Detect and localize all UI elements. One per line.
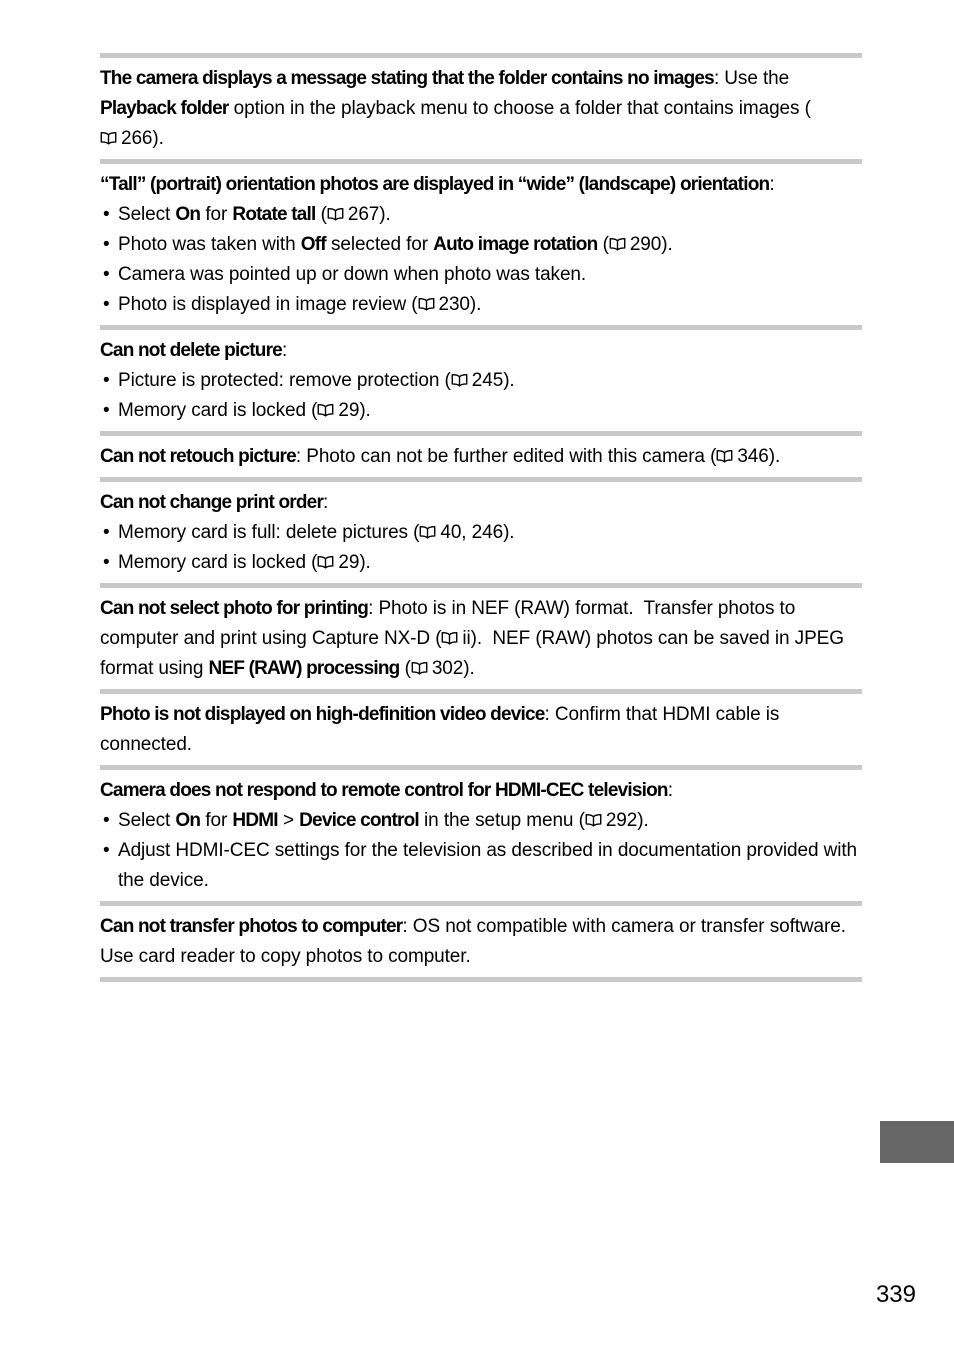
body-text: Adjust HDMI-CEC settings for the television as described in documentation provided with the device. [118, 840, 863, 891]
section-text [100, 442, 862, 472]
reference-page-value: ii [462, 628, 471, 649]
reference-page-value: 267 [347, 204, 380, 225]
page-reference [585, 810, 637, 831]
troubleshooting-section [100, 431, 862, 477]
book-icon [418, 298, 435, 311]
page-reference [317, 552, 359, 573]
book-icon [609, 238, 626, 251]
body-text: : [281, 340, 288, 361]
bullet-item [100, 836, 862, 896]
page-reference [418, 294, 470, 315]
body-text: : [667, 780, 673, 801]
body-text: for [200, 810, 233, 831]
bullet-item [100, 230, 862, 260]
body-text: ). [359, 400, 371, 421]
body-text: ). [469, 294, 482, 315]
reference-page-value: 29 [338, 552, 360, 573]
bold-text: Can not retouch picture [100, 446, 296, 467]
page-reference [441, 628, 470, 649]
book-icon [585, 814, 602, 827]
bold-text: Can not transfer photos to computer [100, 916, 403, 937]
bold-text: The camera displays a message stating that the folder contains no images [100, 68, 714, 89]
book-icon [419, 526, 436, 539]
body-text: Memory card is full: delete pictures ( [118, 522, 420, 543]
body-text: > [277, 810, 300, 831]
body-text: : Use the [713, 68, 795, 89]
troubleshooting-section [100, 325, 862, 431]
body-text: for [200, 204, 233, 225]
body-text: in the setup menu ( [418, 810, 585, 831]
bold-text: Can not select photo for printing [100, 598, 369, 619]
bold-text: Camera does not respond to remote control for HDMI-CEC television [100, 780, 668, 801]
body-text: : Confirm that HDMI cable is connected. [100, 704, 785, 755]
page-reference [716, 446, 768, 467]
section-text [100, 700, 862, 760]
section-text [100, 336, 862, 366]
body-text: ( [315, 204, 327, 225]
page-reference [411, 658, 463, 679]
section-text [100, 64, 862, 154]
reference-page-value: 346 [737, 446, 769, 467]
body-text: Memory card is locked ( [118, 400, 318, 421]
page-number: 339 [875, 1281, 916, 1308]
bullet-list [100, 366, 862, 426]
troubleshooting-section [100, 477, 862, 583]
body-text: ( [597, 234, 609, 255]
troubleshooting-section [100, 583, 862, 689]
reference-page-value: 40, 246 [440, 522, 504, 543]
section-text [100, 488, 862, 518]
bold-text: On [175, 204, 201, 225]
section-text [100, 776, 862, 806]
section-text [100, 170, 862, 200]
bullet-list [100, 806, 862, 896]
bold-text: Photo is not displayed on high-definition video device [100, 704, 545, 725]
body-text: : OS not compatible with camera or transfer software. Use card reader to copy photos to computer. [100, 916, 857, 967]
troubleshooting-section [100, 53, 862, 159]
reference-page-value: 29 [338, 400, 360, 421]
reference-page-value: 302 [431, 658, 464, 679]
body-text: : Photo can not be further edited with this camera ( [295, 446, 717, 467]
body-text: ). [503, 370, 515, 391]
troubleshooting-section [100, 901, 862, 977]
bold-text: Playback folder [100, 98, 229, 119]
body-text: Camera was pointed up or down when photo was taken. [118, 264, 587, 285]
page-reference [327, 204, 379, 225]
body-text: ). NEF (RAW) photos can be saved in JPEG format using [100, 628, 850, 679]
page-reference [317, 400, 359, 421]
bullet-item [100, 396, 862, 426]
bold-text: Rotate tall [232, 204, 316, 225]
body-text: Select [118, 810, 176, 831]
body-text: Picture is protected: remove protection ( [118, 370, 451, 391]
bold-text: NEF (RAW) processing [208, 658, 400, 679]
bullet-item [100, 200, 862, 230]
bold-text: “Tall” (portrait) orientation photos are displayed in “wide” (landscape) orientation [100, 174, 770, 195]
body-text: option in the playback menu to choose a folder that contains images ( [228, 98, 811, 119]
body-text: ). [637, 810, 649, 831]
bullet-item [100, 366, 862, 396]
reference-page-value: 292 [605, 810, 638, 831]
page-reference [100, 128, 152, 149]
body-text: : Photo is in NEF (RAW) format. Transfer photos to computer and print using Capture NX-D ( [100, 598, 801, 649]
reference-page-value: 245 [471, 370, 504, 391]
reference-page-value: 266 [121, 128, 153, 149]
bullet-item [100, 518, 862, 548]
book-icon [327, 208, 344, 221]
bullet-list [100, 200, 862, 320]
bullet-item [100, 806, 862, 836]
bullet-item [100, 548, 862, 578]
bold-text: Auto image rotation [433, 234, 598, 255]
page-reference [451, 370, 503, 391]
body-text: ). [503, 522, 515, 543]
body-text: ( [399, 658, 411, 679]
book-icon [716, 450, 733, 463]
body-text: Memory card is locked ( [118, 552, 318, 573]
bullet-list [100, 518, 862, 578]
chapter-tab [880, 1121, 954, 1163]
troubleshooting-section [100, 765, 862, 901]
bullet-item [100, 290, 862, 320]
body-text: Photo is displayed in image review ( [118, 294, 418, 315]
book-icon [451, 374, 468, 387]
book-icon [317, 556, 334, 569]
body-text: ). [379, 204, 391, 225]
book-icon [441, 632, 458, 645]
bold-text: Device control [299, 810, 419, 831]
body-text: ). [152, 128, 164, 149]
body-text: selected for [325, 234, 434, 255]
reference-page-value: 230 [438, 294, 470, 315]
troubleshooting-sections [100, 53, 862, 982]
page-reference [609, 234, 661, 255]
body-text: ). [768, 446, 781, 467]
bold-text: On [175, 810, 201, 831]
book-icon [317, 404, 334, 417]
body-text: ). [463, 658, 475, 679]
body-text: ). [359, 552, 371, 573]
book-icon [100, 132, 117, 145]
bold-text: HDMI [232, 810, 278, 831]
reference-page-value: 290 [629, 234, 662, 255]
body-text: Photo was taken with [118, 234, 301, 255]
bold-text: Can not change print order [100, 492, 324, 513]
section-text [100, 912, 862, 972]
bold-text: Can not delete picture [100, 340, 282, 361]
body-text: Select [118, 204, 176, 225]
troubleshooting-section [100, 689, 862, 765]
book-icon [411, 662, 428, 675]
body-text: ). [661, 234, 673, 255]
bold-text: Off [300, 234, 326, 255]
troubleshooting-section [100, 159, 862, 325]
body-text: : [323, 492, 329, 513]
section-text [100, 594, 862, 684]
body-text: : [769, 174, 775, 195]
page-reference [419, 522, 503, 543]
bullet-item [100, 260, 862, 290]
